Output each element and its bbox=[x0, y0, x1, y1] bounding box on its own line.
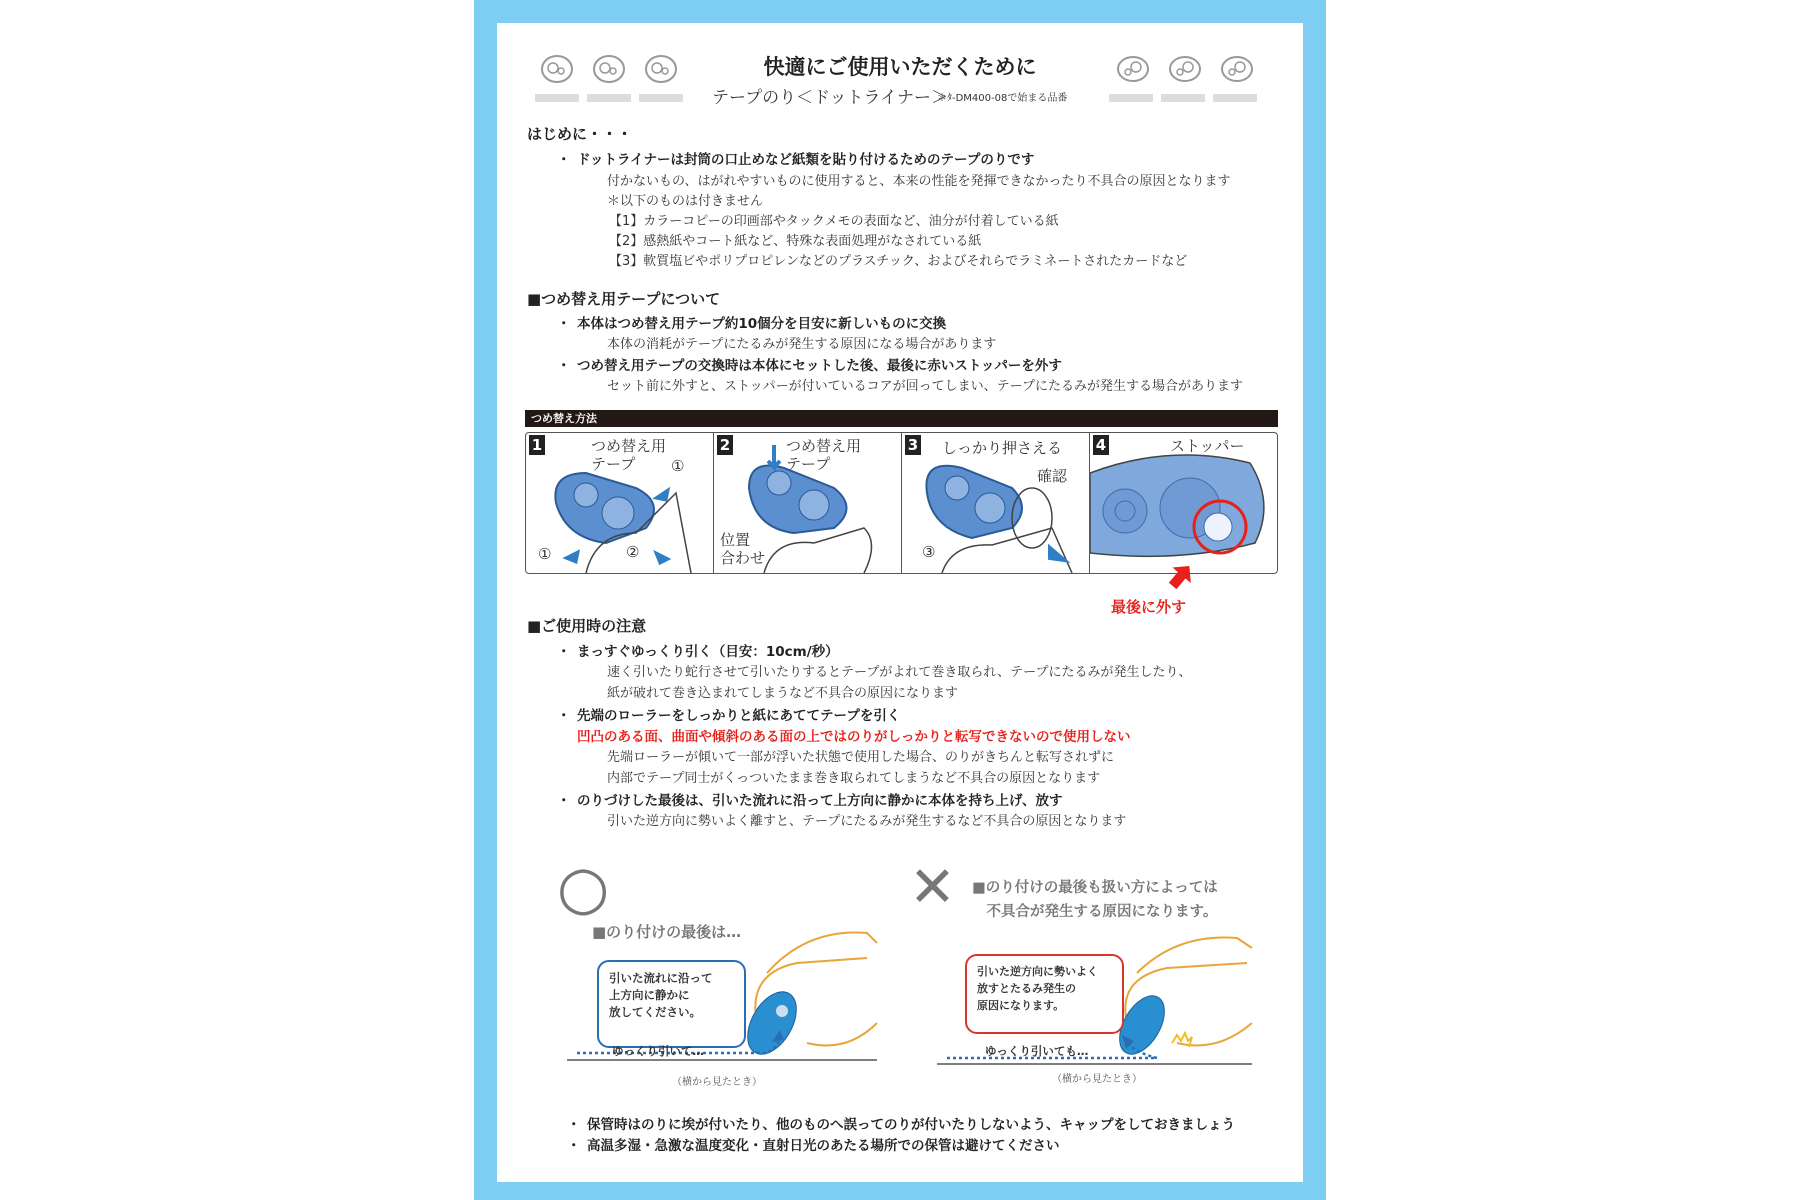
step-label: つめ替え用 テープ bbox=[786, 437, 862, 473]
step-2 bbox=[714, 433, 902, 573]
intro-line: 【2】感熱紙やコート紙など、特殊な表面処理がなされている紙 bbox=[609, 234, 982, 249]
intro-bullet: ・ ドットライナーは封筒の口止めなど紙類を貼り付けるためのテープのりです bbox=[557, 152, 1035, 168]
intro-line: ＊以下のものは付きません bbox=[607, 194, 764, 209]
usage-bullet: ・ まっすぐゆっくり引く（目安：10cm/秒） bbox=[557, 644, 839, 660]
incorrect-mark-icon: ✕ bbox=[909, 855, 956, 920]
remove-last-note: 最後に外す bbox=[1111, 598, 1187, 616]
incorrect-pull-label: ゆっくり引いても… bbox=[985, 1044, 1089, 1058]
incorrect-side-view-label: （横から見たとき） bbox=[1052, 1074, 1142, 1085]
intro-heading: はじめに・・・ bbox=[527, 125, 633, 143]
usage-text: 紙が破れて巻き込まれてしまうなど不具合の原因になります bbox=[607, 686, 959, 701]
step-label: つめ替え用 テープ bbox=[591, 437, 667, 473]
storage-note-text: 保管時はのりに埃が付いたり、他のものへ誤ってのりが付いたりしないよう、キャップをしておきましょう bbox=[587, 1117, 1235, 1133]
usage-bullet-text: のりづけした最後は、引いた流れに沿って上方向に静かに本体を持ち上げ、放す bbox=[577, 793, 1063, 809]
refill-text: 本体の消耗がテープにたるみが発生する原因になる場合があります bbox=[607, 337, 997, 352]
refill-heading: ■つめ替え用テープについて bbox=[527, 290, 721, 308]
usage-heading: ■ご使用時の注意 bbox=[527, 617, 647, 635]
refill-bullet-text: 本体はつめ替え用テープ約10個分を目安に新しいものに交換 bbox=[577, 316, 947, 332]
step-sublabel: 位置 合わせ bbox=[720, 531, 766, 567]
usage-bullet: ・ 先端のローラーをしっかりと紙にあててテープを引く bbox=[557, 708, 901, 724]
page-title: 快適にご使用いただくために bbox=[763, 55, 1037, 79]
red-arrow-icon bbox=[1169, 563, 1193, 593]
step-4 bbox=[1090, 433, 1277, 573]
storage-note: ・ 保管時はのりに埃が付いたり、他のものへ誤ってのりが付いたりしないよう、キャップをしておきましょう bbox=[567, 1117, 1235, 1133]
storage-note-text: 高温多湿・急激な温度変化・直射日光のあたる場所での保管は避けてください bbox=[587, 1138, 1060, 1154]
product-subtitle: テープのり＜ドットライナー＞ bbox=[712, 88, 948, 108]
refill-bullet-text: つめ替え用テープの交換時は本体にセットした後、最後に赤いストッパーを外す bbox=[577, 358, 1062, 374]
circled-number: ③ bbox=[922, 543, 936, 561]
step-number: 1 bbox=[529, 435, 545, 455]
intro-bullet-text: ドットライナーは封筒の口止めなど紙類を貼り付けるためのテープのりです bbox=[577, 152, 1035, 168]
model-note: ＊ﾀ-DM400-08で始まる品番 bbox=[937, 93, 1068, 104]
intro-line: 【1】カラーコピーの印画部やタックメモの表面など、油分が付着している紙 bbox=[609, 214, 1059, 229]
usage-text: 先端ローラーが傾いて一部が浮いた状態で使用した場合、のりがきちんと転写されずに bbox=[607, 750, 1115, 765]
correct-speech-bubble: 引いた流れに沿って 上方向に静かに 放してください。 bbox=[597, 960, 746, 1048]
step-number: 4 bbox=[1093, 435, 1109, 455]
correct-pull-label: ゆっくり引いて… bbox=[612, 1044, 704, 1058]
usage-text: 速く引いたり蛇行させて引いたりするとテープがよれて巻き取られ、テープにたるみが発生したり、 bbox=[607, 665, 1192, 680]
refill-method-bar: つめ替え方法 bbox=[525, 410, 1278, 427]
incorrect-caption: ■のり付けの最後も扱い方によっては 不具合が発生する原因になります。 bbox=[972, 880, 1218, 920]
usage-text: 内部でテープ同士がくっついたまま巻き取られてしまうなど不具合の原因となります bbox=[607, 771, 1101, 786]
usage-bullet-text: まっすぐゆっくり引く（目安：10cm/秒） bbox=[577, 644, 839, 660]
step-sublabel: 確認 bbox=[1037, 467, 1068, 485]
intro-line: 【3】軟質塩ビやポリプロピレンなどのプラスチック、およびそれらでラミネートされたカードなど bbox=[609, 254, 1188, 269]
refill-steps-panel bbox=[525, 432, 1278, 574]
correct-mark-icon: ○ bbox=[557, 853, 610, 923]
usage-text: 引いた逆方向に勢いよく離すと、テープにたるみが発生するなど不具合の原因となります bbox=[607, 814, 1127, 829]
step-3 bbox=[902, 433, 1090, 573]
circled-number: ① bbox=[671, 457, 685, 475]
step-number: 2 bbox=[717, 435, 733, 455]
circled-number: ② bbox=[626, 543, 640, 561]
usage-bullet: ・ のりづけした最後は、引いた流れに沿って上方向に静かに本体を持ち上げ、放す bbox=[557, 793, 1063, 809]
refill-bullet: ・ 本体はつめ替え用テープ約10個分を目安に新しいものに交換 bbox=[557, 316, 947, 332]
incorrect-speech-bubble: 引いた逆方向に勢いよく 放すとたるみ発生の 原因になります。 bbox=[965, 954, 1124, 1034]
circled-number: ① bbox=[538, 545, 552, 563]
storage-note: ・ 高温多湿・急激な温度変化・直射日光のあたる場所での保管は避けてください bbox=[567, 1138, 1060, 1154]
refill-bullet: ・ つめ替え用テープの交換時は本体にセットした後、最後に赤いストッパーを外す bbox=[557, 358, 1062, 374]
refill-text: セット前に外すと、ストッパーが付いているコアが回ってしまい、テープにたるみが発生する場合があります bbox=[607, 379, 1243, 394]
step-label: ストッパー bbox=[1170, 437, 1245, 455]
usage-warning: 凹凸のある面、曲面や傾斜のある面の上ではのりがしっかりと転写できないので使用しない bbox=[577, 729, 1131, 745]
step-label: しっかり押さえる bbox=[942, 439, 1063, 457]
step-number: 3 bbox=[905, 435, 921, 455]
usage-bullet-text: 先端のローラーをしっかりと紙にあててテープを引く bbox=[577, 708, 901, 724]
intro-line: 付かないもの、はがれやすいものに使用すると、本来の性能を発揮できなかったり不具合の原因となります bbox=[607, 174, 1231, 189]
instruction-sheet bbox=[497, 23, 1303, 1182]
step-1 bbox=[526, 433, 714, 573]
correct-side-view-label: （横から見たとき） bbox=[672, 1077, 762, 1088]
correct-caption: ■のり付けの最後は… bbox=[592, 923, 742, 941]
